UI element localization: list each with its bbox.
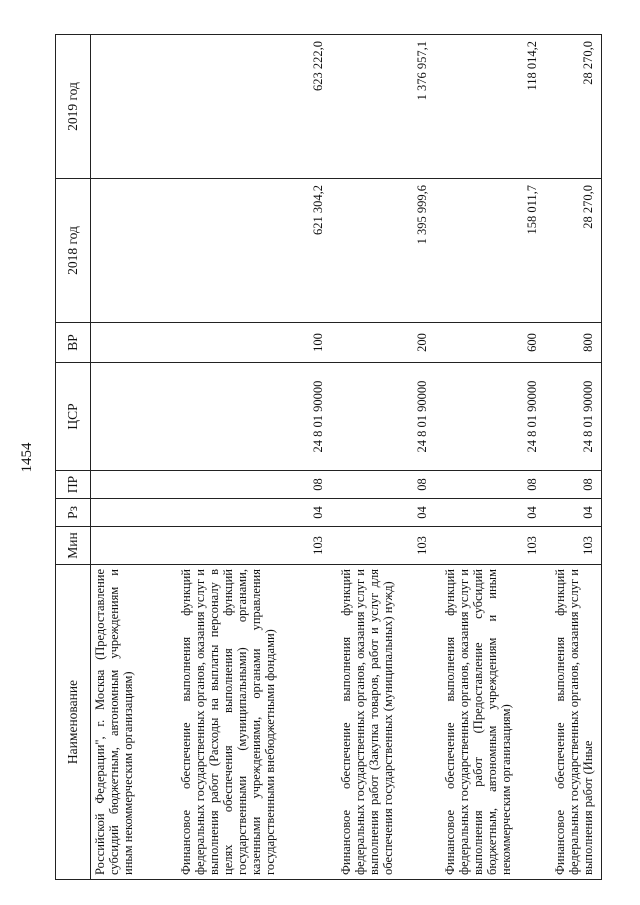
cell-min: 103	[545, 527, 602, 565]
cell-min: 103	[171, 527, 331, 565]
cell-rz: 04	[545, 499, 602, 527]
cell-2019: 28 270,0	[545, 35, 602, 179]
cell-min: 103	[435, 527, 545, 565]
cell-vr: 100	[171, 323, 331, 363]
cell-2019: 118 014,2	[435, 35, 545, 179]
header-csr: ЦСР	[56, 363, 91, 471]
cell-rz	[91, 499, 171, 527]
cell-csr: 24 8 01 90000	[331, 363, 435, 471]
cell-pr: 08	[545, 471, 602, 499]
table-row	[331, 35, 435, 880]
header-name: Наименование	[56, 565, 91, 880]
header-vr: ВР	[56, 323, 91, 363]
header-min: Мин	[56, 527, 91, 565]
cell-2018: 621 304,2	[171, 179, 331, 323]
header-rz: Рз	[56, 499, 91, 527]
page-number: 1454	[19, 442, 35, 473]
table-row	[435, 35, 545, 880]
cell-name: Финансовое обеспечение выполнения функций федеральных государственных органов, оказания услуг и выполнения работ (Предоставление субсидий бюджетным, автономным учреждениям и иным некоммерческим организациям)	[435, 565, 545, 880]
cell-pr: 08	[171, 471, 331, 499]
cell-2019: 1 376 957,1	[331, 35, 435, 179]
rotated-page	[19, 35, 595, 880]
cell-name: Финансовое обеспечение выполнения функций федеральных государственных органов, оказания услуг и выполнения работ (Закупка товаров, работ и услуг для обеспечения государственных (муниципальных) нужд)	[331, 565, 435, 880]
cell-rz: 04	[171, 499, 331, 527]
cell-csr: 24 8 01 90000	[171, 363, 331, 471]
cell-rz: 04	[435, 499, 545, 527]
cell-pr: 08	[331, 471, 435, 499]
cell-pr: 08	[435, 471, 545, 499]
budget-table	[55, 34, 602, 880]
cell-csr: 24 8 01 90000	[545, 363, 602, 471]
cell-2019	[91, 35, 171, 179]
table-header-row	[56, 35, 91, 880]
table-row	[545, 35, 602, 880]
cell-name: Финансовое обеспечение выполнения функций федеральных государственных органов, оказания услуг и выполнения работ (Иные	[545, 565, 602, 880]
header-2018: 2018 год	[56, 179, 91, 323]
cell-csr: 24 8 01 90000	[435, 363, 545, 471]
cell-2018: 158 011,7	[435, 179, 545, 323]
cell-name: Российской Федерации", г. Москва (Предоставление субсидий бюджетным, автономным учреждениям и иным некоммерческим организациям)	[91, 565, 171, 880]
cell-vr: 600	[435, 323, 545, 363]
cell-csr	[91, 363, 171, 471]
cell-2018: 28 270,0	[545, 179, 602, 323]
header-2019: 2019 год	[56, 35, 91, 179]
cell-2018	[91, 179, 171, 323]
cell-min: 103	[331, 527, 435, 565]
cell-2019: 623 222,0	[171, 35, 331, 179]
cell-min	[91, 527, 171, 565]
cell-2018: 1 395 999,6	[331, 179, 435, 323]
cell-vr	[91, 323, 171, 363]
table-row	[171, 35, 331, 880]
cell-pr	[91, 471, 171, 499]
header-pr: ПР	[56, 471, 91, 499]
cell-vr: 200	[331, 323, 435, 363]
cell-rz: 04	[331, 499, 435, 527]
cell-name: Финансовое обеспечение выполнения функций федеральных государственных органов, оказания услуг и выполнения работ (Расходы на выплаты персоналу в целях обеспечения выполнения функций государственными (муниципальными) органами, казенными учреждениями, органами управления государственными внебюджетными фондами)	[171, 565, 331, 880]
table-row	[91, 35, 171, 880]
cell-vr: 800	[545, 323, 602, 363]
